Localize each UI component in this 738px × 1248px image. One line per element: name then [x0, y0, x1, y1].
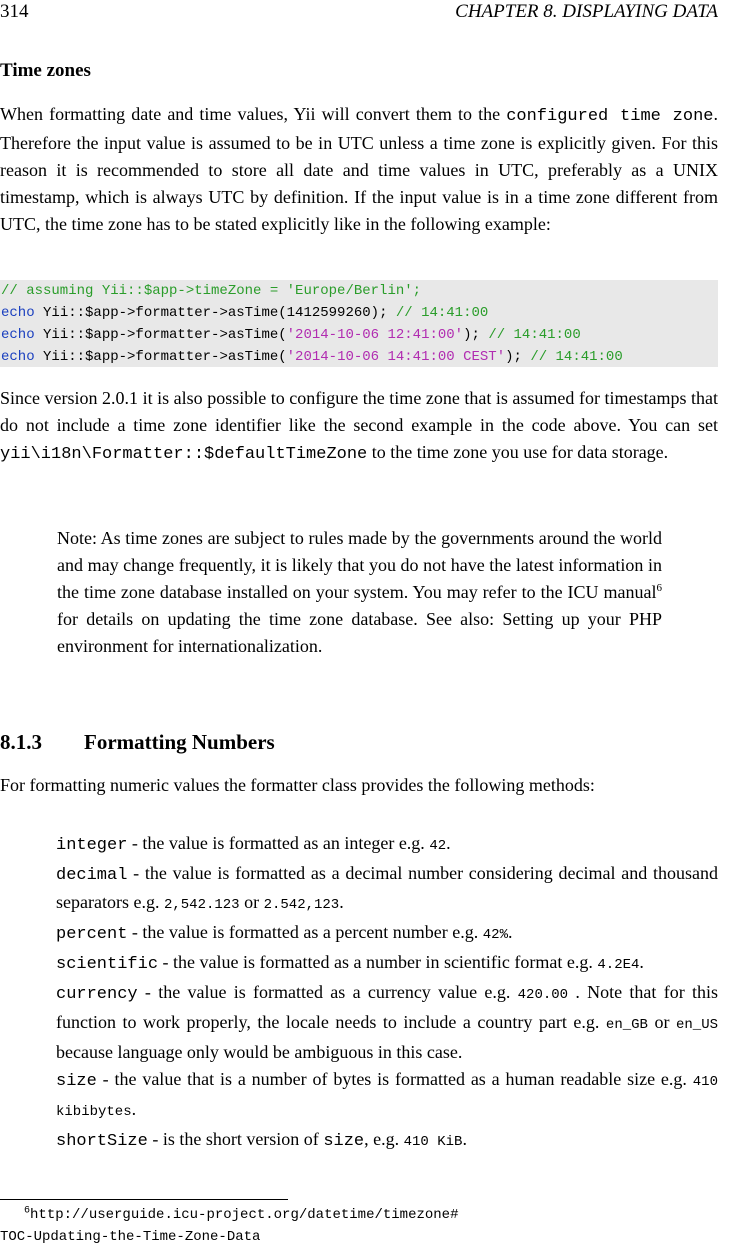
code-comment: // 14:41:00	[530, 349, 623, 365]
footnote	[0, 1204, 718, 1248]
item-text: - the value is formatted as a currency value e.g.	[137, 982, 518, 1002]
code-call: Yii::$app->formatter->asTime(1412599260);	[34, 305, 396, 321]
example-value: 2.542,123	[263, 897, 340, 913]
configured-time-zone-link[interactable]: configured time zone	[506, 107, 714, 126]
example-value: 42%	[482, 927, 508, 943]
method-name: size	[323, 1132, 365, 1151]
list-item-decimal	[56, 860, 718, 919]
code-keyword: echo	[1, 327, 35, 343]
footnote-mark: 6	[24, 1205, 31, 1217]
footnote-line-1	[0, 1204, 718, 1226]
footnote-line-2[interactable]: TOC-Updating-the-Time-Zone-Data	[0, 1229, 261, 1245]
code-string: '2014-10-06 14:41:00 CEST'	[286, 349, 506, 365]
section-number: 8.1.3	[0, 730, 42, 754]
example-value: 410 kibibytes	[56, 1074, 718, 1120]
code-comment: // 14:41:00	[395, 305, 489, 321]
code-comment: // assuming Yii::$app->timeZone = 'Europe/Berlin';	[1, 283, 422, 299]
paragraph-text: to the time zone you use for data storage.	[367, 442, 669, 462]
paragraph-time-zone-intro	[0, 101, 718, 238]
item-text: , e.g.	[364, 1129, 404, 1149]
note-block	[57, 525, 662, 660]
item-text: .	[508, 922, 513, 942]
example-value: en_US	[675, 1017, 718, 1033]
item-text: .	[339, 892, 344, 912]
item-text: - the value is formatted as a number in scientific format e.g.	[158, 952, 598, 972]
method-name: percent	[56, 925, 128, 944]
code-line-1	[0, 280, 718, 302]
code-call: );	[463, 327, 489, 343]
method-name: decimal	[56, 866, 128, 885]
paragraph-text: Since version 2.0.1 it is also possible to configure the time zone that is assumed for timestamps that do not include a time zone identifier like the second example in the code above. You can set	[0, 388, 718, 435]
formatter-methods-list	[56, 830, 718, 1156]
item-text: - the value is formatted as a decimal number considering decimal and thousand separators e.g.	[56, 863, 718, 912]
note-text: for details on updating the time zone database. See also: Setting up your PHP environment for internationalization.	[57, 609, 662, 656]
footnote-divider	[0, 1199, 288, 1200]
example-value: 42	[429, 838, 447, 854]
item-text: .	[639, 952, 644, 972]
paragraph-default-time-zone	[0, 385, 718, 468]
example-value: en_GB	[605, 1017, 648, 1033]
list-item-currency	[56, 979, 718, 1066]
footnote-reference[interactable]: 6	[656, 582, 662, 594]
paragraph-text: When formatting date and time values, Yii will convert them to the	[0, 104, 507, 124]
item-text: - the value is formatted as a percent number e.g.	[127, 922, 483, 942]
method-name: currency	[56, 985, 138, 1004]
note-text: Note: As time zones are subject to rules made by the governments around the world and may change frequently, it is likely that you do not have the latest information in the time zone database installed on your system. You may refer to the ICU manual	[57, 528, 662, 602]
code-block	[0, 280, 718, 367]
list-item-integer	[56, 830, 718, 860]
item-text: or	[239, 892, 264, 912]
code-line-3	[0, 324, 718, 346]
item-text: - the value is formatted as an integer e.g.	[127, 833, 430, 853]
code-string: '2014-10-06 12:41:00'	[286, 327, 464, 343]
example-value: 420.00	[517, 987, 569, 1003]
code-call: Yii::$app->formatter->asTime(	[34, 349, 287, 365]
code-call: );	[505, 349, 531, 365]
method-name: shortSize	[56, 1132, 148, 1151]
item-text: because language only would be ambiguous in this case.	[56, 1042, 463, 1062]
footnote-url[interactable]: http://userguide.icu-project.org/datetime/timezone#	[30, 1207, 459, 1223]
list-item-scientific	[56, 949, 718, 979]
item-text: .	[462, 1129, 467, 1149]
paragraph-text: . Therefore the input value is assumed to be in UTC unless a time zone is explicitly given. For this reason it is recommended to store all date and time values in UTC, preferably as a UNIX timestamp, which is always UTC by definition. If the input value is in a time zone different from UTC, the time zone has to be stated explicitly like in the following example:	[0, 104, 718, 234]
list-item-shortsize	[56, 1126, 718, 1156]
item-text: or	[647, 1012, 676, 1032]
list-item-percent	[56, 919, 718, 949]
example-value: 410 KiB	[403, 1134, 463, 1150]
default-time-zone-property: yii\i18n\Formatter::$defaultTimeZone	[0, 445, 368, 464]
item-text: - the value that is a number of bytes is formatted as a human readable size e.g.	[96, 1069, 693, 1089]
running-header	[0, 0, 718, 24]
list-item-size	[56, 1066, 718, 1126]
code-call: Yii::$app->formatter->asTime(	[34, 327, 287, 343]
example-value: 2,542.123	[163, 897, 240, 913]
item-text: . Note that for this function to work properly, the locale needs to include a country part e.g.	[56, 982, 718, 1032]
subsection-heading-time-zones: Time zones	[0, 60, 91, 81]
code-comment: // 14:41:00	[488, 327, 581, 343]
section-heading-formatting-numbers	[0, 728, 275, 756]
method-name: size	[56, 1072, 97, 1091]
method-name: scientific	[56, 955, 159, 974]
item-text: - is the short version of	[147, 1129, 324, 1149]
code-keyword: echo	[1, 305, 35, 321]
item-text: .	[131, 1099, 137, 1119]
code-keyword: echo	[1, 349, 35, 365]
paragraph-number-intro: For formatting numeric values the formatter class provides the following methods:	[0, 775, 595, 795]
code-line-4	[0, 346, 718, 368]
method-name: integer	[56, 836, 128, 855]
item-text: .	[446, 833, 451, 853]
example-value: 4.2E4	[597, 957, 640, 973]
section-title: Formatting Numbers	[84, 730, 275, 754]
code-line-2	[0, 302, 718, 324]
chapter-title: CHAPTER 8. DISPLAYING DATA	[455, 1, 718, 22]
page-number: 314	[0, 1, 29, 22]
